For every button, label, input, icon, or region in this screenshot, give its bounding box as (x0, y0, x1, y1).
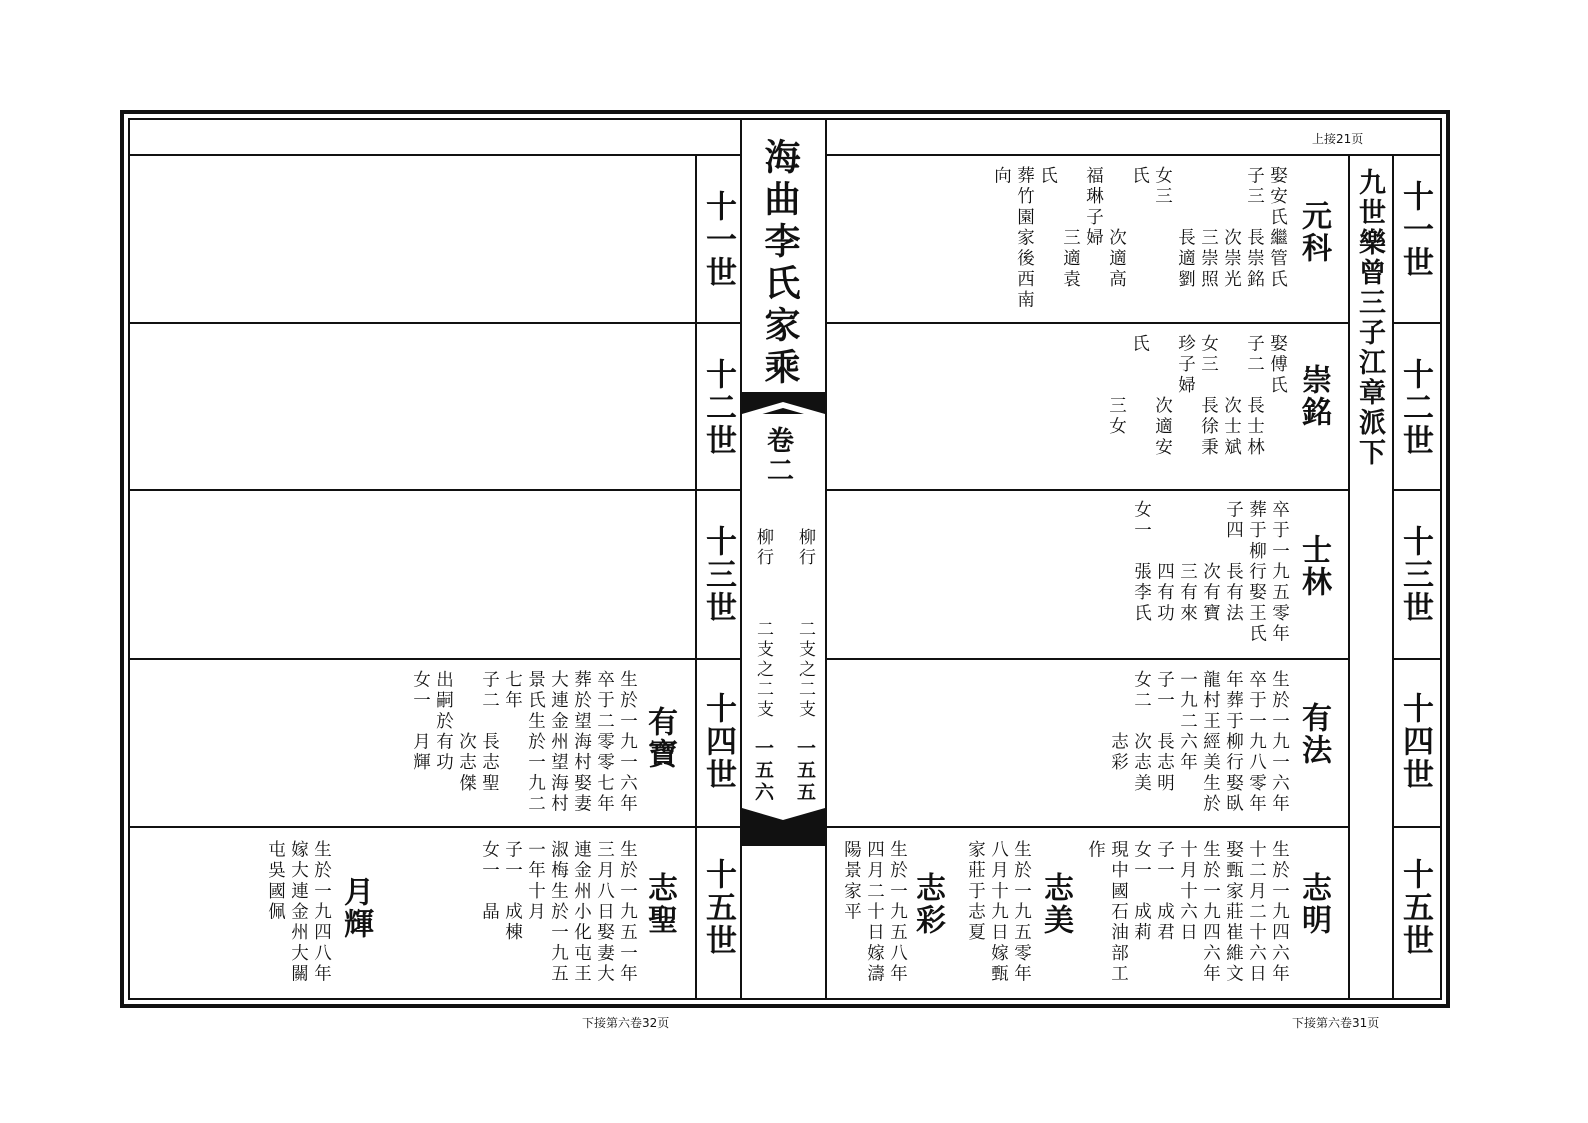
entry-text-column: 屯吳國佩 (265, 840, 286, 923)
entry-text-column: 次有寶 (1200, 500, 1221, 625)
entry-text-column: 次適高 (1106, 166, 1127, 291)
entry-text-column: 葬竹園家後西南 (1014, 166, 1035, 311)
divider (128, 154, 742, 156)
entry-text-column: 嫁大連金州大關 (288, 840, 309, 985)
entry-text-column: 陽景家平 (841, 840, 862, 923)
entry-text-column: 子一 成君 (1154, 840, 1175, 944)
divider (826, 658, 1348, 660)
entry-text-column: 女二 次志美 (1131, 670, 1152, 795)
entry-text-column: 子二 長士林 (1244, 334, 1265, 459)
person-name: 有法 (1296, 702, 1331, 766)
entry-text-column: 葬于柳行娶王氏 (1246, 500, 1267, 645)
generation-label: 十一世 (1397, 180, 1433, 279)
divider (1392, 658, 1442, 660)
person-name: 元科 (1296, 200, 1331, 264)
generation-label: 十三世 (1397, 525, 1433, 624)
entry-text-column: 生於一九五一年 (617, 840, 638, 985)
entry-text-column: 女一 晶 (479, 840, 500, 923)
entry-text-column: 現中國石油部工 (1108, 840, 1129, 985)
entry-text-column: 娶安氏繼管氏 (1267, 166, 1288, 291)
generation-label: 十五世 (1397, 858, 1433, 957)
entry-text-column: 次志傑 (456, 670, 477, 795)
entry-text-column: 作 (1085, 840, 1106, 861)
entry-text-column: 卒于一九五零年 (1269, 500, 1290, 645)
entry-text-column: 次士斌 (1221, 334, 1242, 459)
divider (826, 489, 1348, 491)
divider (128, 826, 742, 828)
person-name: 有寶 (642, 706, 677, 770)
entry-text-column: 生於一九四六年 (1269, 840, 1290, 985)
generation-label: 十五世 (700, 858, 736, 957)
entry-text-column: 三有來 (1177, 500, 1198, 625)
generation-label: 十四世 (700, 692, 736, 791)
divider (1392, 489, 1442, 491)
entry-text-column: 四月二十日嫁濤 (864, 840, 885, 985)
continued-from-note: 上接21页 (1312, 132, 1364, 146)
entry-text-column: 次崇光 (1221, 166, 1242, 291)
entry-text-column: 四有功 (1154, 500, 1175, 625)
entry-text-column: 長適劉 (1175, 166, 1196, 291)
entry-text-column: 八月十九日嫁甄 (988, 840, 1009, 985)
entry-text-column: 葬於望海村娶妻 (571, 670, 592, 815)
entry-text-column: 大連金州望海村 (548, 670, 569, 815)
entry-text-column: 子三 長崇銘 (1244, 166, 1265, 291)
person-name: 崇銘 (1296, 364, 1331, 428)
entry-text-column: 龍村王經美生於 (1200, 670, 1221, 815)
person-name: 志彩 (910, 872, 945, 936)
entry-text-column: 出嗣於有功 (433, 670, 454, 774)
entry-text-column: 女一 張李氏 (1131, 500, 1152, 625)
spine-text: 柳行 (795, 528, 815, 568)
entry-text-column: 志彩 (1108, 670, 1129, 774)
generation-label: 十二世 (1397, 358, 1433, 457)
entry-text-column: 子四 長有法 (1223, 500, 1244, 625)
divider (128, 322, 742, 324)
person-name: 月輝 (338, 876, 373, 940)
divider (1392, 826, 1442, 828)
entry-text-column: 三崇照 (1198, 166, 1219, 291)
entry-text-column: 連金州小化屯王 (571, 840, 592, 985)
entry-text-column: 氏 (1129, 334, 1150, 355)
entry-text-column: 子二 長志聖 (479, 670, 500, 795)
entry-text-column: 生於一九四六年 (1200, 840, 1221, 985)
person-name: 志美 (1038, 872, 1073, 936)
spine-text: 柳行 (753, 528, 773, 568)
page-number: 一五五 (794, 738, 816, 804)
divider (825, 118, 827, 1000)
entry-text-column: 一九二六年 (1177, 670, 1198, 774)
divider (128, 489, 742, 491)
entry-text-column: 一年十月 (525, 840, 546, 923)
entry-text-column: 生於一九五零年 (1011, 840, 1032, 985)
divider (826, 322, 1348, 324)
entry-text-column: 十月十六日 (1177, 840, 1198, 944)
generation-label: 十一世 (700, 190, 736, 289)
entry-text-column: 子一 成棟 (502, 840, 523, 944)
page-number: 一五六 (752, 738, 774, 804)
generation-label: 十三世 (700, 525, 736, 624)
entry-text-column: 娶甄家莊崔維文 (1223, 840, 1244, 985)
entry-text-column: 向 (991, 166, 1012, 187)
person-name: 士林 (1296, 534, 1331, 598)
divider (1392, 322, 1442, 324)
entry-text-column: 三月八日娶妻大 (594, 840, 615, 985)
person-name: 志聖 (642, 872, 677, 936)
generation-label: 十四世 (1397, 692, 1433, 791)
entry-text-column: 家莊于志夏 (965, 840, 986, 944)
entry-text-column: 女一 成莉 (1131, 840, 1152, 944)
entry-text-column: 珍子婦 (1175, 334, 1196, 397)
entry-text-column: 生於一九四八年 (311, 840, 332, 985)
entry-text-column: 年葬于柳行娶臥 (1223, 670, 1244, 815)
entry-text-column: 淑梅生於一九五 (548, 840, 569, 985)
entry-text-column: 生於一九一六年 (1269, 670, 1290, 815)
branch-title: 九世樂曾三子江章派下 (1354, 168, 1385, 468)
volume-label: 卷二 (762, 426, 793, 486)
entry-text-column: 福琳子婦 (1083, 166, 1104, 249)
spine-text: 二支之二支 (795, 620, 815, 720)
divider (128, 658, 742, 660)
person-name: 志明 (1296, 872, 1331, 936)
entry-text-column: 次適安 (1152, 334, 1173, 459)
divider (1348, 154, 1350, 1000)
entry-text-column: 十二月二十六日 (1246, 840, 1267, 985)
entry-text-column: 景氏生於一九二 (525, 670, 546, 815)
entry-text-column: 女三 長徐秉 (1198, 334, 1219, 459)
book-title: 海曲李氏家乘 (759, 138, 801, 390)
divider (695, 154, 697, 1000)
entry-text-column: 娶傅氏 (1267, 334, 1288, 397)
entry-text-column: 三適袁 (1060, 166, 1081, 291)
spine-text: 二支之二支 (753, 620, 773, 720)
entry-text-column: 卒于一九八零年 (1246, 670, 1267, 815)
divider (826, 826, 1348, 828)
entry-text-column: 女一 月輝 (410, 670, 431, 774)
entry-text-column: 三女 (1106, 334, 1127, 438)
entry-text-column: 卒于二零零七年 (594, 670, 615, 815)
footer-right: 下接第六卷31页 (1292, 1016, 1380, 1030)
entry-text-column: 子一 長志明 (1154, 670, 1175, 795)
entry-text-column: 氏 (1037, 166, 1058, 187)
entry-text-column: 女三 (1152, 166, 1173, 208)
footer-left: 下接第六卷32页 (582, 1016, 670, 1030)
generation-label: 十二世 (700, 358, 736, 457)
divider (1392, 154, 1394, 1000)
entry-text-column: 氏 (1129, 166, 1150, 187)
entry-text-column: 生於一九一六年 (617, 670, 638, 815)
entry-text-column: 生於一九五八年 (887, 840, 908, 985)
entry-text-column: 七年 (502, 670, 523, 712)
